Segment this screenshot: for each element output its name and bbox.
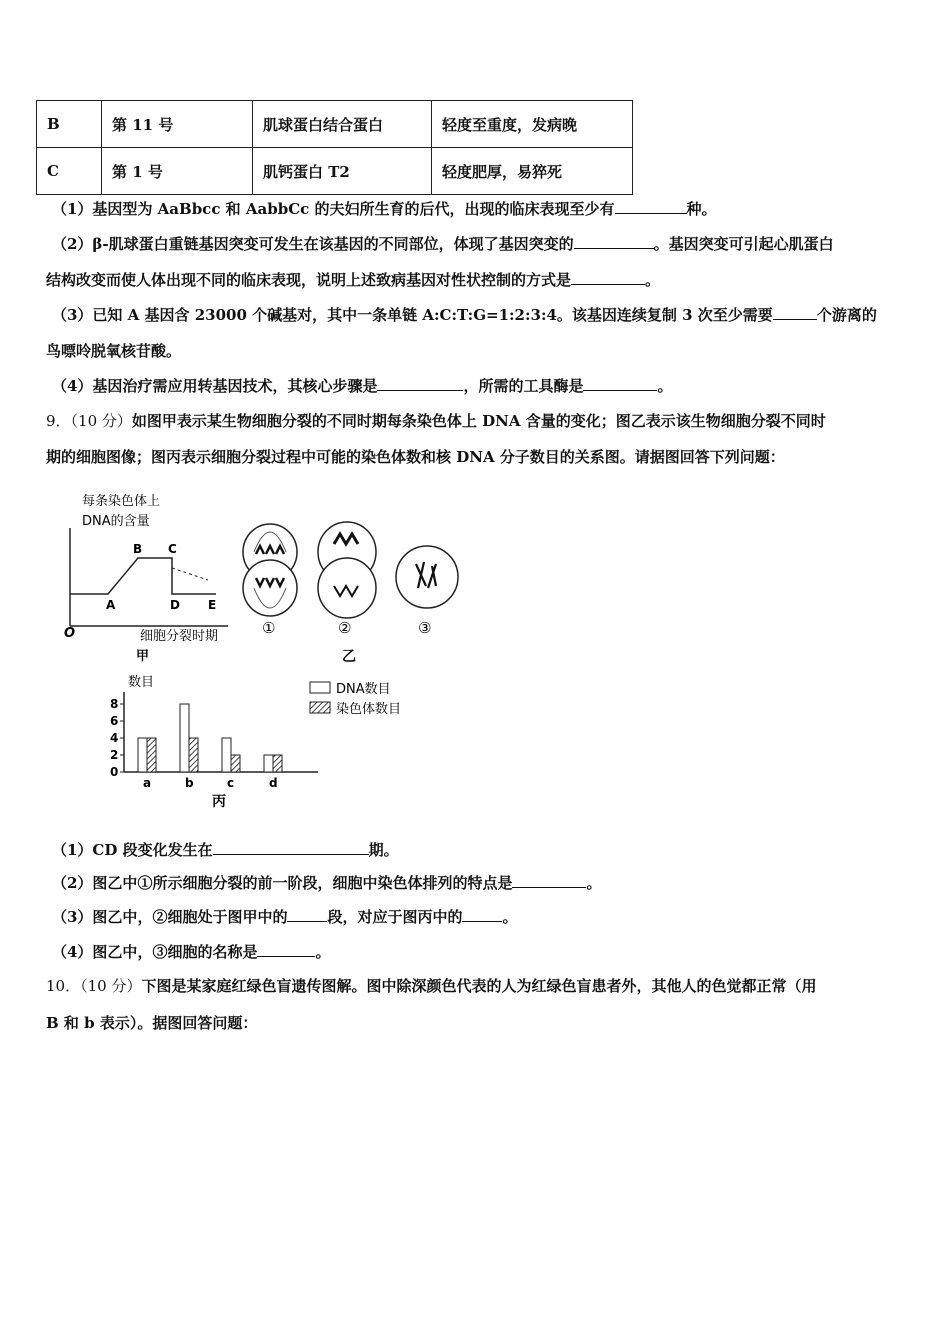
q8-part4	[52, 376, 910, 396]
answer-blank[interactable]	[213, 840, 369, 855]
q9-sub1-tail: 期。	[368, 841, 399, 859]
jia-dna-curve	[70, 558, 216, 594]
table-cell: 肌钙蛋白 T2	[253, 148, 432, 195]
legend-label-dna: DNA数目	[336, 682, 391, 697]
cell-3	[396, 546, 458, 608]
answer-blank[interactable]	[583, 376, 657, 391]
q9-sub3	[52, 907, 910, 927]
table-cell: 轻度至重度，发病晚	[432, 101, 633, 148]
q8-part3-tail: 个游离的	[816, 306, 877, 324]
figure-bing	[100, 664, 440, 812]
q8-part2-end: 。	[645, 271, 661, 289]
gene-table	[36, 100, 633, 195]
jia-ylabel-1: 每条染色体上	[82, 494, 161, 509]
table-row	[37, 148, 633, 195]
table-cell: 肌球蛋白结合蛋白	[253, 101, 432, 148]
table-cell: C	[37, 148, 102, 195]
q8-part2	[52, 234, 910, 254]
q9-sub2-tail: 。	[586, 874, 602, 892]
answer-blank[interactable]	[377, 376, 463, 391]
jia-ylabel-2: DNA的含量	[82, 514, 150, 529]
q9-sub3-end: 。	[502, 908, 518, 926]
q8-part1	[52, 199, 910, 219]
q9-sub1	[52, 840, 910, 860]
yi-label: ③	[418, 619, 432, 637]
bing-ylabel: 数目	[128, 675, 155, 690]
q10-number: 10．（10 分）	[46, 977, 142, 995]
q9-stem-text2: 期的细胞图像；图丙表示细胞分裂过程中可能的染色体数和核 DNA 分子数目的关系图。请据图回答下列问题：	[46, 448, 785, 466]
yi-caption: 乙	[342, 649, 356, 665]
table-cell: 轻度肥厚，易猝死	[432, 148, 633, 195]
q8-part3-cont-text: 鸟嘌呤脱氧核苷酸。	[46, 342, 182, 360]
q8-part3	[52, 305, 910, 325]
q9-sub4	[52, 942, 910, 962]
table-cell: 第 11 号	[102, 101, 253, 148]
q10-stem-line2	[46, 1013, 910, 1033]
table-row	[37, 101, 633, 148]
table-cell: B	[37, 101, 102, 148]
yi-label: ②	[338, 619, 352, 637]
bar-chromosome-a	[147, 738, 156, 772]
y-tick-label: 8	[110, 697, 119, 711]
q8-part1-tail: 种。	[686, 200, 717, 218]
bar-chromosome-c	[231, 755, 240, 772]
legend-label-chromosome: 染色体数目	[336, 702, 402, 717]
q8-part4-end: 。	[657, 377, 673, 395]
bar-dna-c	[222, 738, 231, 772]
q8-part2-cont	[46, 270, 910, 290]
q10-stem-text1: 下图是某家庭红绿色盲遗传图解。图中除深颜色代表的人为红绿色盲患者外，其他人的色觉都正常（用	[141, 977, 817, 995]
q8-part2-tail: 。基因突变可引起心肌蛋白	[653, 235, 834, 253]
x-category-label: a	[143, 776, 152, 790]
y-tick-label: 4	[110, 731, 119, 745]
y-tick-label: 2	[110, 748, 119, 762]
q9-sub2-text: （2）图乙中①所示细胞分裂的前一阶段，细胞中染色体排列的特点是	[52, 874, 513, 892]
q9-sub4-tail: 。	[315, 943, 331, 961]
q9-sub4-text: （4）图乙中，③细胞的名称是	[52, 943, 258, 961]
answer-blank[interactable]	[462, 907, 502, 922]
legend-swatch-dna	[310, 682, 330, 693]
answer-blank[interactable]	[571, 270, 645, 285]
cell-2	[318, 522, 376, 618]
y-tick-label: 0	[110, 765, 119, 779]
jia-point-label: E	[208, 598, 217, 612]
answer-blank[interactable]	[257, 942, 315, 957]
cell-1	[243, 524, 297, 616]
q8-part4-text: （4）基因治疗需应用转基因技术，其核心步骤是	[52, 377, 378, 395]
yi-label: ①	[262, 619, 276, 637]
table-cell: 第 1 号	[102, 148, 253, 195]
bar-dna-d	[264, 755, 273, 772]
x-category-label: c	[227, 776, 235, 790]
x-category-label: d	[269, 776, 278, 790]
q10-stem-line1	[46, 976, 910, 996]
figure-yi	[238, 516, 463, 666]
x-category-label: b	[185, 776, 194, 790]
answer-blank[interactable]	[574, 234, 654, 249]
q9-stem-line2	[46, 447, 910, 467]
jia-point-label: A	[106, 598, 116, 612]
q8-part2-text: （2）β-肌球蛋白重链基因突变可发生在该基因的不同部位，体现了基因突变的	[52, 235, 574, 253]
legend-swatch-chromosome	[310, 702, 330, 713]
figure-jia	[60, 488, 245, 663]
bar-chromosome-b	[189, 738, 198, 772]
jia-dash-line	[172, 568, 208, 580]
q10-stem-text2: B 和 b 表示）。据图回答问题：	[46, 1014, 258, 1032]
q8-part2-cont-text: 结构改变而使人体出现不同的临床表现，说明上述致病基因对性状控制的方式是	[46, 271, 572, 289]
jia-origin-label: O	[64, 626, 76, 641]
jia-caption: 甲	[136, 649, 150, 663]
answer-blank[interactable]	[287, 907, 327, 922]
q9-stem-text1: 如图甲表示某生物细胞分裂的不同时期每条染色体上 DNA 含量的变化；图乙表示该生物细胞分裂不同时	[131, 412, 826, 430]
q8-part1-text: （1）基因型为 AaBbcc 和 AabbCc 的夫妇所生育的后代，出现的临床表现至少有	[52, 200, 615, 218]
q9-stem-line1	[46, 411, 910, 431]
q8-part3-text: （3）已知 A 基因含 23000 个碱基对，其中一条单链 A:C:T:G=1:2:3:4。该基因连续复制 3 次至少需要	[52, 306, 773, 324]
q9-sub3-mid: 段，对应于图丙中的	[327, 908, 463, 926]
jia-point-label: D	[170, 598, 180, 612]
q9-sub2	[52, 873, 910, 893]
bar-chromosome-d	[273, 755, 282, 772]
jia-point-label: B	[133, 542, 143, 556]
bar-dna-b	[180, 704, 189, 772]
q8-part3-cont	[46, 341, 910, 361]
answer-blank[interactable]	[773, 305, 817, 320]
q8-part4-mid: ，所需的工具酶是	[463, 377, 584, 395]
answer-blank[interactable]	[615, 199, 687, 214]
jia-xlabel: 细胞分裂时期	[140, 629, 219, 644]
q9-sub3-text: （3）图乙中，②细胞处于图甲中的	[52, 908, 288, 926]
y-tick-label: 6	[110, 714, 119, 728]
bar-dna-a	[138, 738, 147, 772]
q9-sub1-text: （1）CD 段变化发生在	[52, 841, 213, 859]
answer-blank[interactable]	[512, 873, 586, 888]
jia-point-label: C	[168, 542, 177, 556]
q9-number: 9．（10 分）	[46, 412, 132, 430]
bing-caption: 丙	[212, 794, 226, 810]
